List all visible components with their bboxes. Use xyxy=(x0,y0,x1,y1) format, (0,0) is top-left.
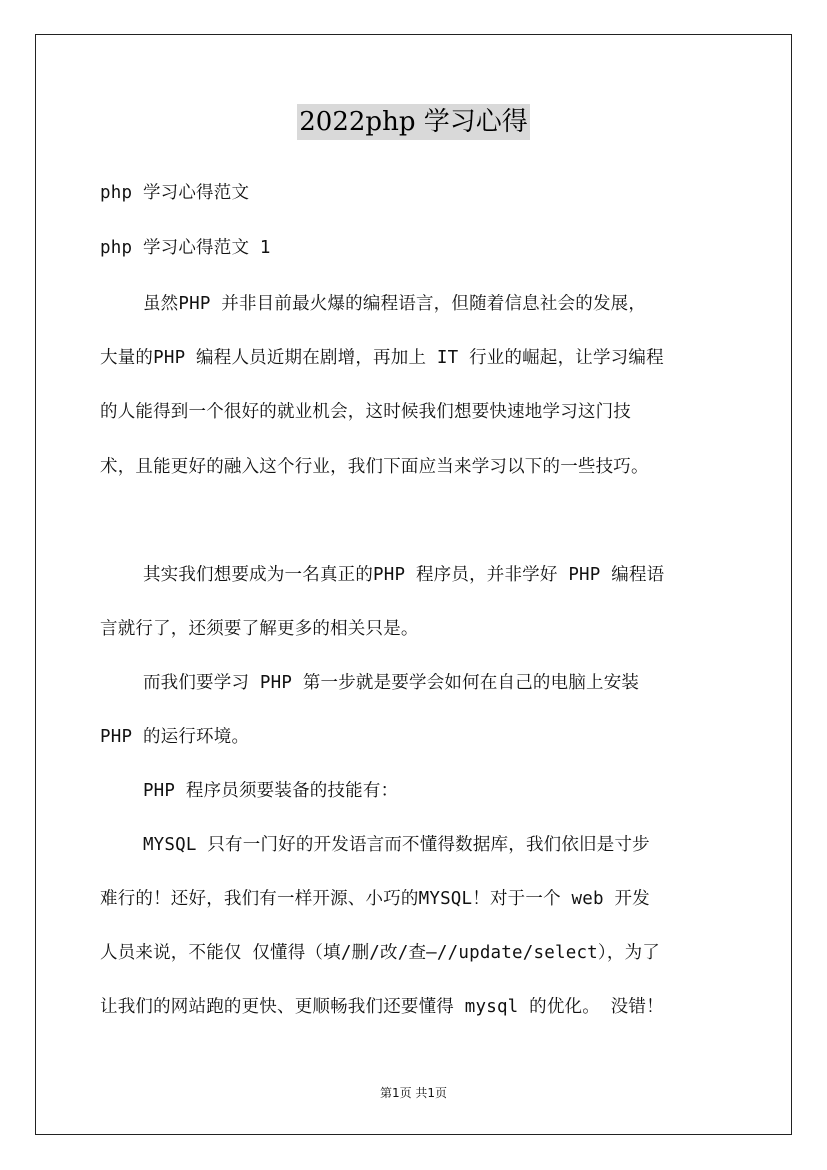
subtitle: php 学习心得范文 xyxy=(100,183,250,203)
section-heading: php 学习心得范文 1 xyxy=(100,238,271,258)
body-line: 难行的！还好，我们有一样开源、小巧的MYSQL！对于一个 web 开发 xyxy=(100,889,650,909)
body-line: 人员来说，不能仅 仅懂得（填/删/改/查—//update/select），为了 xyxy=(100,943,660,963)
document-title: 2022php 学习心得 xyxy=(297,104,529,140)
body-line: PHP 的运行环境。 xyxy=(100,727,250,747)
body-line: MYSQL 只有一门好的开发语言而不懂得数据库，我们依旧是寸步 xyxy=(100,835,650,855)
body-line: 术，且能更好的融入这个行业，我们下面应当来学习以下的一些技巧。 xyxy=(100,457,649,477)
title-container xyxy=(0,104,827,140)
body-line: 大量的PHP 编程人员近期在剧增，再加上 IT 行业的崛起，让学习编程 xyxy=(100,348,664,368)
body-line: 而我们要学习 PHP 第一步就是要学会如何在自己的电脑上安装 xyxy=(100,673,640,693)
body-line: 虽然PHP 并非目前最火爆的编程语言，但随着信息社会的发展， xyxy=(100,294,647,314)
body-line: 言就行了，还须要了解更多的相关只是。 xyxy=(100,619,419,639)
body-line: 让我们的网站跑的更快、更顺畅我们还要懂得 mysql 的优化。 没错！ xyxy=(100,997,664,1017)
body-line: 的人能得到一个很好的就业机会，这时候我们想要快速地学习这门技 xyxy=(100,402,631,422)
page-footer: 第1页 共1页 xyxy=(379,1086,448,1100)
body-line: 其实我们想要成为一名真正的PHP 程序员，并非学好 PHP 编程语 xyxy=(100,565,665,585)
body-line: PHP 程序员须要装备的技能有： xyxy=(100,781,399,801)
